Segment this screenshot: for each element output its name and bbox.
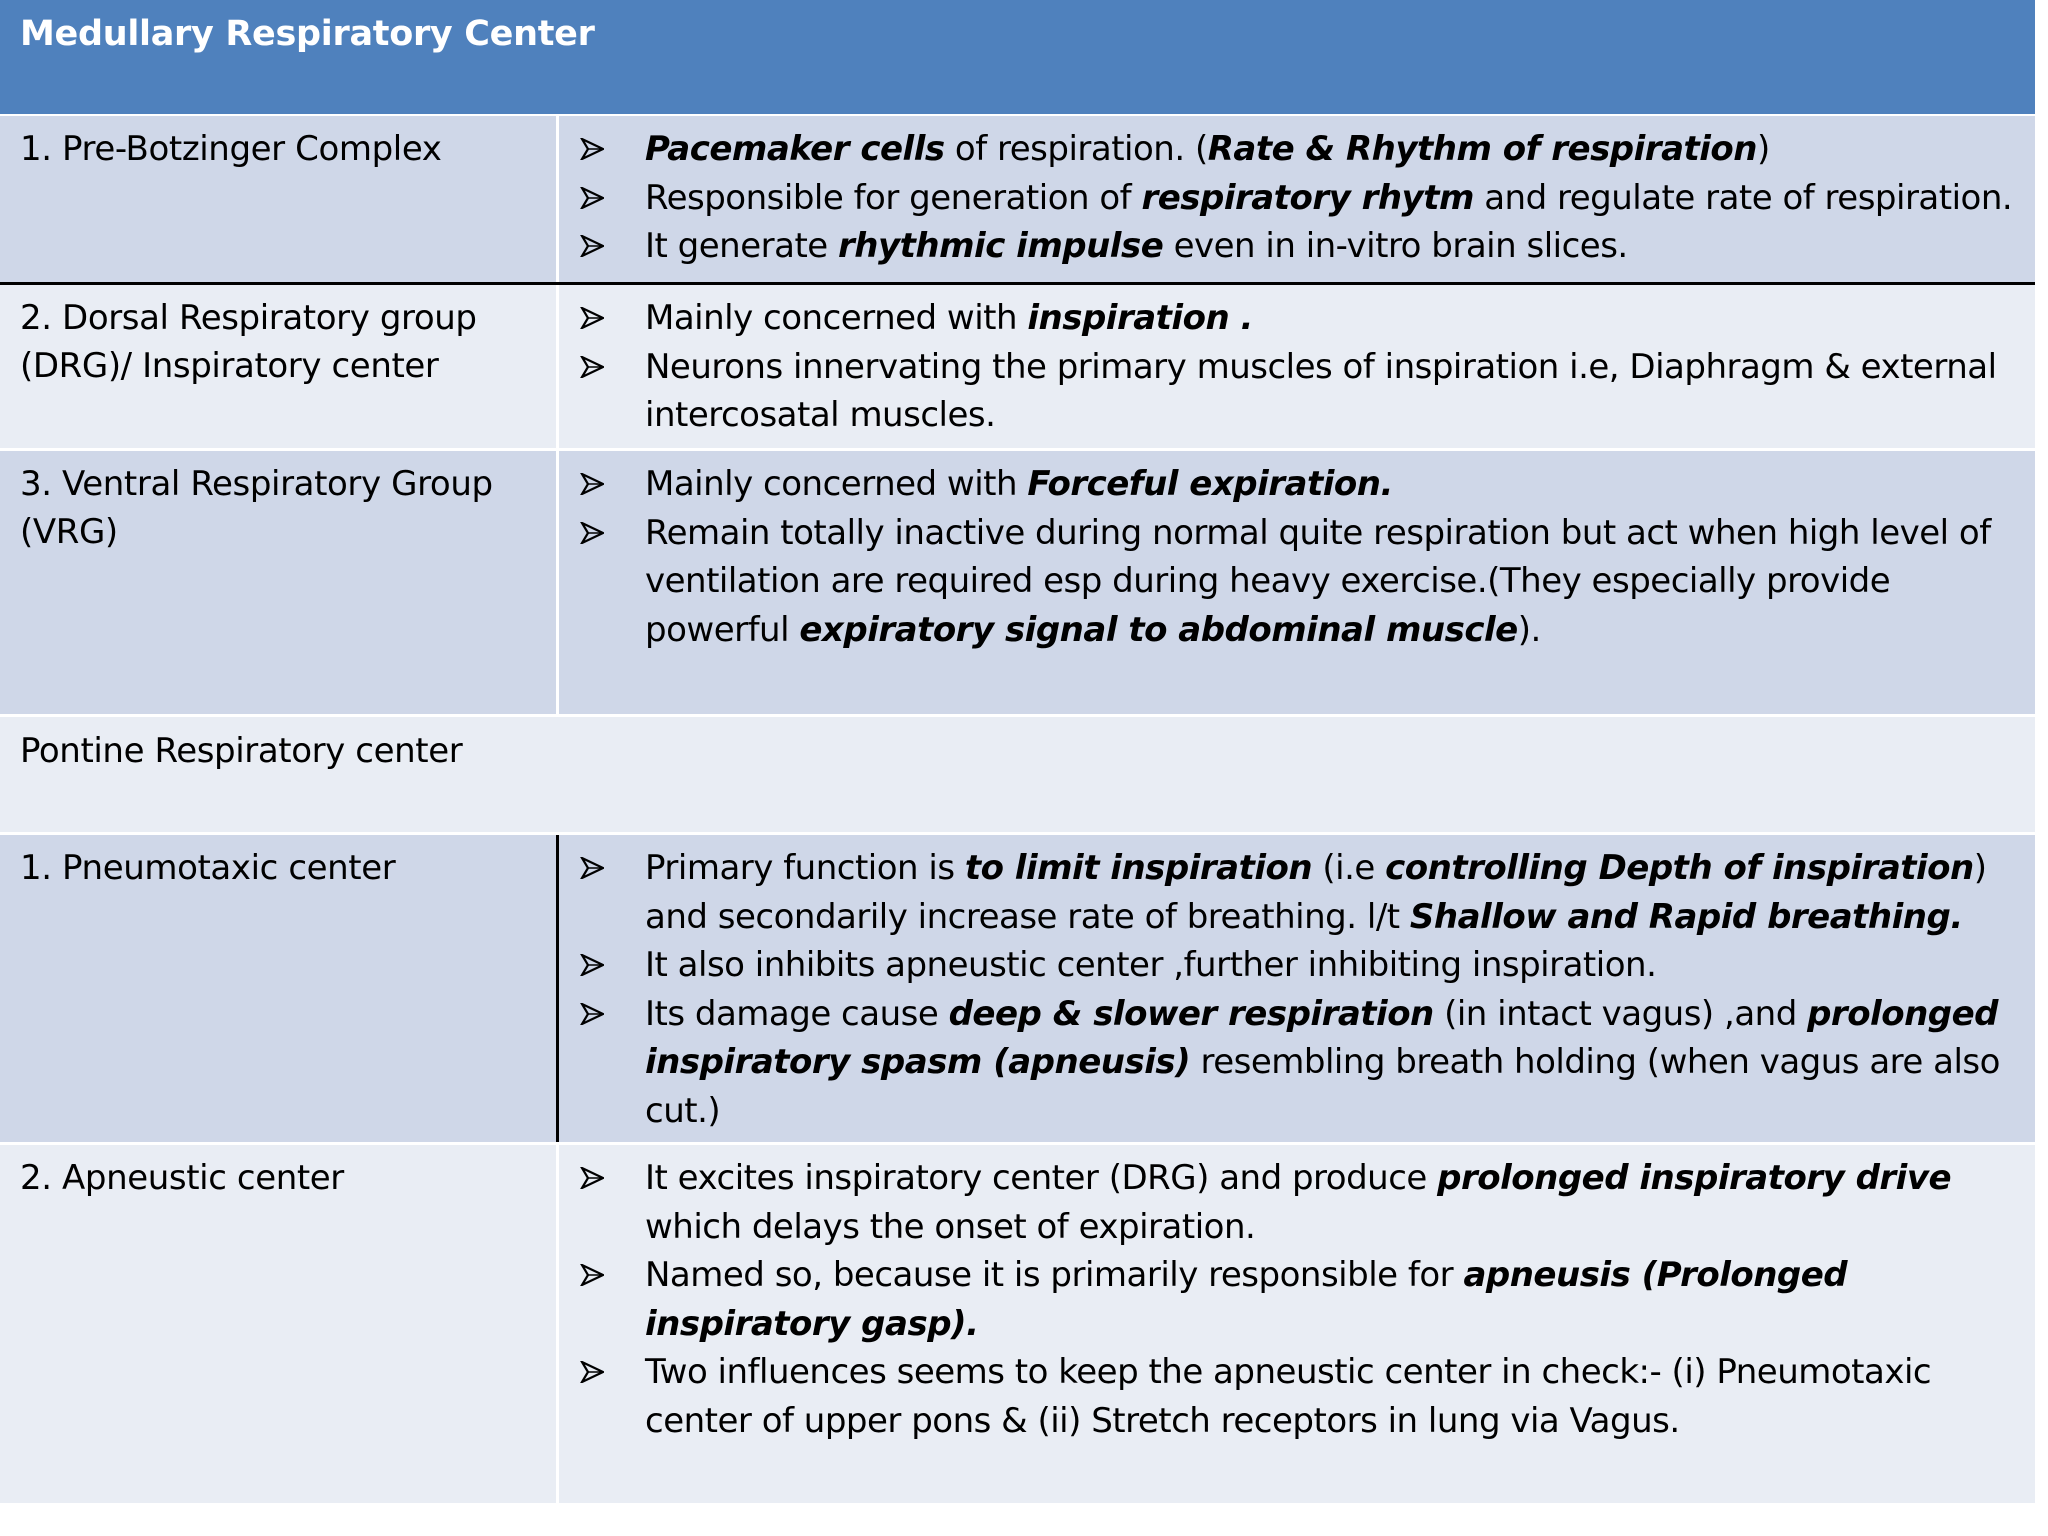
- bullet-item: Pacemaker cells of respiration. (Rate & Rhythm of respiration): [559, 125, 2015, 174]
- arrowhead-bullet-icon: [577, 990, 607, 1038]
- bullet-item: It generate rhythmic impulse even in in-vitro brain slices.: [559, 222, 2015, 271]
- emphasis-text: prolonged inspiratory spasm (apneusis): [645, 993, 1999, 1082]
- row-label: [0, 451, 555, 714]
- emphasis-text: Pacemaker cells: [645, 129, 945, 169]
- bullet-item: Primary function is to limit inspiration (i.e controlling Depth of inspiration) and secondarily increase rate of breathing. l/t Shallow and Rapid breathing.: [559, 844, 2015, 941]
- table-row: [0, 448, 2035, 714]
- arrowhead-bullet-icon: [577, 343, 607, 391]
- emphasis-text: respiratory rhytm: [1141, 177, 1474, 218]
- arrowhead-bullet-icon: [577, 941, 607, 989]
- section-title: Pontine Respiratory center: [20, 731, 463, 771]
- row-label-line: (DRG)/ Inspiratory center: [20, 346, 439, 386]
- bullet-item: Two influences seems to keep the apneustic center in check:- (i) Pneumotaxic center of upper pons & (ii) Stretch receptors in lung via Vagus.: [559, 1348, 2015, 1445]
- row-description: [556, 285, 2035, 448]
- row-label-line: 3. Ventral Respiratory Group: [20, 464, 493, 504]
- bullet-item: Its damage cause deep & slower respiration (in intact vagus) ,and prolonged inspiratory spasm (apneusis) resembling breath holding (when vagus are also cut.): [559, 990, 2015, 1136]
- row-description: [556, 1145, 2035, 1503]
- row-label: [0, 116, 555, 282]
- arrowhead-bullet-icon: [577, 509, 607, 557]
- emphasis-text: Forceful expiration.: [1027, 464, 1393, 504]
- arrowhead-bullet-icon: [577, 460, 607, 508]
- emphasis-text: prolonged inspiratory drive: [1437, 1158, 1952, 1198]
- emphasis-text: apneusis (Prolonged inspiratory gasp).: [645, 1255, 1848, 1344]
- emphasis-text: Shallow and Rapid breathing.: [1409, 896, 1963, 937]
- row-description: [556, 451, 2035, 714]
- table-row: [0, 282, 2035, 448]
- row-label: [0, 285, 555, 448]
- bullet-item: It also inhibits apneustic center ,further inhibiting inspiration.: [559, 941, 2015, 990]
- arrowhead-bullet-icon: [577, 294, 607, 342]
- table-row: [0, 116, 2035, 282]
- bullet-item: Responsible for generation of respiratory rhytm and regulate rate of respiration.: [559, 174, 2015, 223]
- table-title: Medullary Respiratory Center: [20, 14, 595, 54]
- row-label-line: 2. Apneustic center: [20, 1158, 344, 1198]
- emphasis-text: to limit inspiration: [964, 848, 1313, 888]
- arrowhead-bullet-icon: [577, 1251, 607, 1299]
- bullet-item: Mainly concerned with Forceful expiration.: [559, 460, 2015, 509]
- row-label: [0, 835, 555, 1142]
- row-description: [556, 835, 2035, 1142]
- emphasis-text: inspiration .: [1027, 298, 1253, 338]
- arrowhead-bullet-icon: [577, 174, 607, 222]
- row-description: [556, 116, 2035, 282]
- arrowhead-bullet-icon: [577, 125, 607, 173]
- emphasis-text: Rate & Rhythm of respiration: [1207, 129, 1757, 169]
- row-label-line: 1. Pneumotaxic center: [20, 848, 396, 888]
- arrowhead-bullet-icon: [577, 844, 607, 892]
- emphasis-text: expiratory signal to abdominal muscle: [799, 609, 1518, 650]
- emphasis-text: rhythmic impulse: [838, 226, 1164, 266]
- row-label-line: 1. Pre-Botzinger Complex: [20, 129, 442, 169]
- table-row: [0, 832, 2035, 1142]
- bullet-item: Mainly concerned with inspiration .: [559, 294, 2015, 343]
- bullet-item: It excites inspiratory center (DRG) and produce prolonged inspiratory drive which delays the onset of expiration.: [559, 1154, 2015, 1251]
- emphasis-text: controlling Depth of inspiration: [1385, 848, 1974, 888]
- table-row: [0, 1142, 2035, 1503]
- row-label-line: (VRG): [20, 512, 118, 552]
- arrowhead-bullet-icon: [577, 1348, 607, 1396]
- bullet-item: Named so, because it is primarily responsible for apneusis (Prolonged inspiratory gasp).: [559, 1251, 2015, 1348]
- arrowhead-bullet-icon: [577, 1154, 607, 1202]
- emphasis-text: deep & slower respiration: [948, 993, 1434, 1034]
- table-header: [0, 0, 2035, 116]
- row-label: [0, 1145, 555, 1503]
- bullet-item: Remain totally inactive during normal quite respiration but act when high level of ventilation are required esp during heavy exercise.(They especially provide powerful expiratory signal to abdominal muscle).: [559, 509, 2015, 655]
- section-row: [0, 714, 2035, 832]
- row-label-line: 2. Dorsal Respiratory group: [20, 298, 477, 338]
- arrowhead-bullet-icon: [577, 222, 607, 270]
- bullet-item: Neurons innervating the primary muscles of inspiration i.e, Diaphragm & external intercosatal muscles.: [559, 343, 2015, 440]
